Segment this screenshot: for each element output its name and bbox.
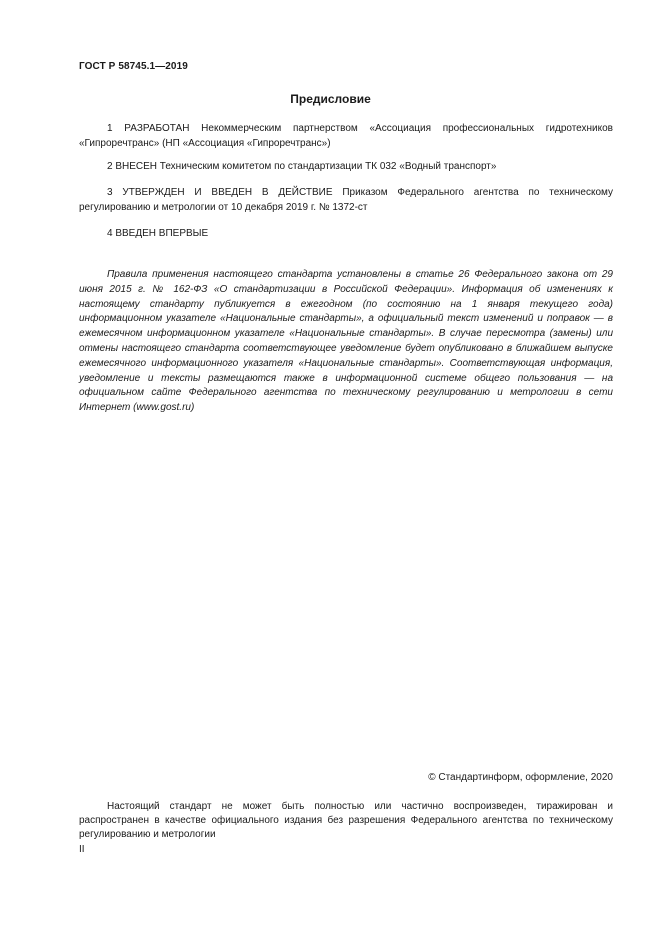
paragraph-first-introduced: 4 ВВЕДЕН ВПЕРВЫЕ [107,228,209,239]
paragraph-approved: 3 УТВЕРЖДЕН И ВВЕДЕН В ДЕЙСТВИЕ Приказом Федерального агентства по техническому регулированию и метрологии от 10 декабря 2019 г. № 1372-ст [79,187,613,213]
copyright-line: © Стандартинформ, оформление, 2020 [428,772,613,783]
section-title: Предисловие [290,92,371,106]
document-code: ГОСТ Р 58745.1—2019 [79,61,188,72]
page-number: II [79,844,85,855]
paragraph-introduced-by: 2 ВНЕСЕН Техническим комитетом по стандартизации ТК 032 «Водный транспорт» [107,161,497,172]
reproduction-notice: Настоящий стандарт не может быть полностью или частично воспроизведен, тиражирован и распространен в качестве официального издания без разрешения Федерального агентства по техническому регулированию и метрологии [79,801,613,840]
rules-of-application-notice: Правила применения настоящего стандарта установлены в статье 26 Федерального закона от 29 июня 2015 г. № 162-ФЗ «О стандартизации в Российской Федерации». Информация об изменениях к настоящему стандарту публикуется в ежегодном (по состоянию на 1 января текущего года) информационном указателе «Национальные стандарты», а официальный текст изменений и поправок — в ежемесячном информационном указателе «Национальные стандарты». В случае пересмотра (замены) или отмены настоящего стандарта соответствующее уведомление будет опубликовано в ближайшем выпуске ежемесячного информационного указателя «Национальные стандарты». Соответствующая информация, уведомление и тексты размещаются также в информационной системе общего пользования — на официальном сайте Федерального агентства по техническому регулированию и метрологии в сети Интернет (www.gost.ru) [79,269,613,414]
paragraph-developed-by: 1 РАЗРАБОТАН Некоммерческим партнерством «Ассоциация профессиональных гидротехников «Гипроречтранс» (НП «Ассоциация «Гипроречтранс») [79,123,613,149]
